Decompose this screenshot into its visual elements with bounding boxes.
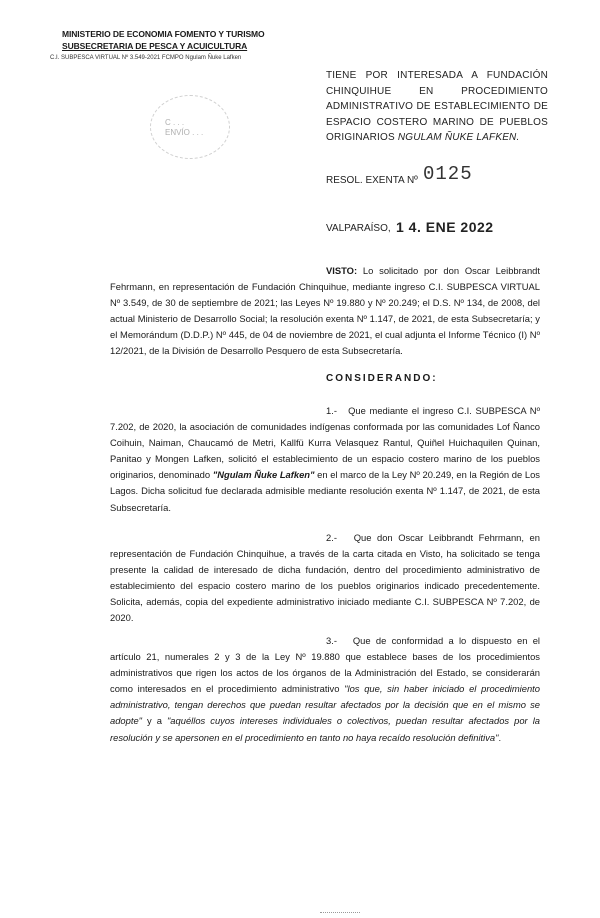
considerando-heading: CONSIDERANDO: bbox=[326, 373, 438, 384]
stamp-text: C . . . ENVÍO . . . bbox=[165, 118, 204, 137]
date-stamp: 1 4. ENE 2022 bbox=[396, 219, 494, 235]
document-title: TIENE POR INTERESADA A FUNDACIÓN CHINQUIHUE EN PROCEDIMIENTO ADMINISTRATIVO DE ESTABLECIMIENTO DE ESPACIO COSTERO MARINO DE PUEBLOS ORIGINARIOS NGULAM ÑUKE LAFKEN. bbox=[326, 70, 548, 143]
page-edge-mark bbox=[320, 912, 360, 913]
considerando-paragraph-2: 2.- Que don Oscar Leibbrandt Fehrmann, en representación de Fundación Chinquihue, a través de la carta citada en Visto, ha solicitado se tenga presente la calidad de interesado de dicha fundación, dentro del procedimiento administrativo de establecimiento del espacio costero marino de los pueblos originarios indicado precedentemente. Solicita, además, copia del expediente administrativo iniciado mediante C.I. SUBPESCA Nº 7.202, de 2020. bbox=[110, 532, 540, 624]
ministry-name: MINISTERIO DE ECONOMIA FOMENTO Y TURISMO bbox=[62, 29, 265, 39]
reference-line: C.I. SUBPESCA VIRTUAL Nº 3.549-2021 FCMPO Ngulam Ñuke Lafken bbox=[50, 55, 242, 61]
resolution-label: RESOL. EXENTA Nº bbox=[326, 175, 418, 186]
place: VALPARAÍSO, bbox=[326, 223, 391, 234]
considerando-paragraph-3: 3.- Que de conformidad a lo dispuesto en el artículo 21, numerales 2 y 3 de la Ley Nº 19.880 que establece bases de los procedimientos administrativos que rigen los actos de los órganos de la Administración del Estado, se considerarán como interesados en el procedimiento administrativo "los que, sin haber iniciado el procedimiento administrativo, tengan derechos que puedan resultar afectados por la decisión que en el mismo se adopte" y a "aquéllos cuyos intereses individuales o colectivos, puedan resultar afectados por la resolución y se apersonen en el procedimiento en tanto no haya recaído resolución definitiva". bbox=[110, 635, 540, 743]
considerando-paragraph-1: 1.- Que mediante el ingreso C.I. SUBPESCA Nº 7.202, de 2020, la asociación de comunidades indígenas conformada por las comunidades Lof Ñanco Coihuin, Naiman, Chaucamó de Metri, Kallfü Kurra Velasquez Rantul, Quiñel Huichaquilen Quinan, Panitao y Mongen Lafken, solicitó el establecimiento de un espacio costero marino de los pueblos originarios, denominado "Ngulam Ñuke Lafken" en el marco de la Ley Nº 20.249, en la Región de Los Lagos. Dicha solicitud fue declarada admisible mediante resolución exenta Nº 1.147, de 2021, de esta Subsecretaría. bbox=[110, 405, 540, 513]
subsecretaria-name: SUBSECRETARIA DE PESCA Y ACUICULTURA bbox=[62, 41, 248, 51]
resolution-number: 0125 bbox=[423, 163, 473, 185]
visto-paragraph: VISTO: Lo solicitado por don Oscar Leibbrandt Fehrmann, en representación de Fundación Chinquihue, mediante ingreso C.I. SUBPESCA VIRTUAL Nº 3.549, de 30 de septiembre de 2021; las Leyes Nº 19.880 y Nº 20.249; el D.S. Nº 134, de 2008, del actual Ministerio de Desarrollo Social; la resolución exenta Nº 1.147, de 2021, de esta Subsecretaría; y el Memorándum (D.D.P.) Nº 445, de 04 de noviembre de 2021, el cual adjunta el Informe Técnico (I) Nº 12/2021, de la División de Desarrollo Pesquero de esta Subsecretaría. bbox=[110, 265, 540, 357]
